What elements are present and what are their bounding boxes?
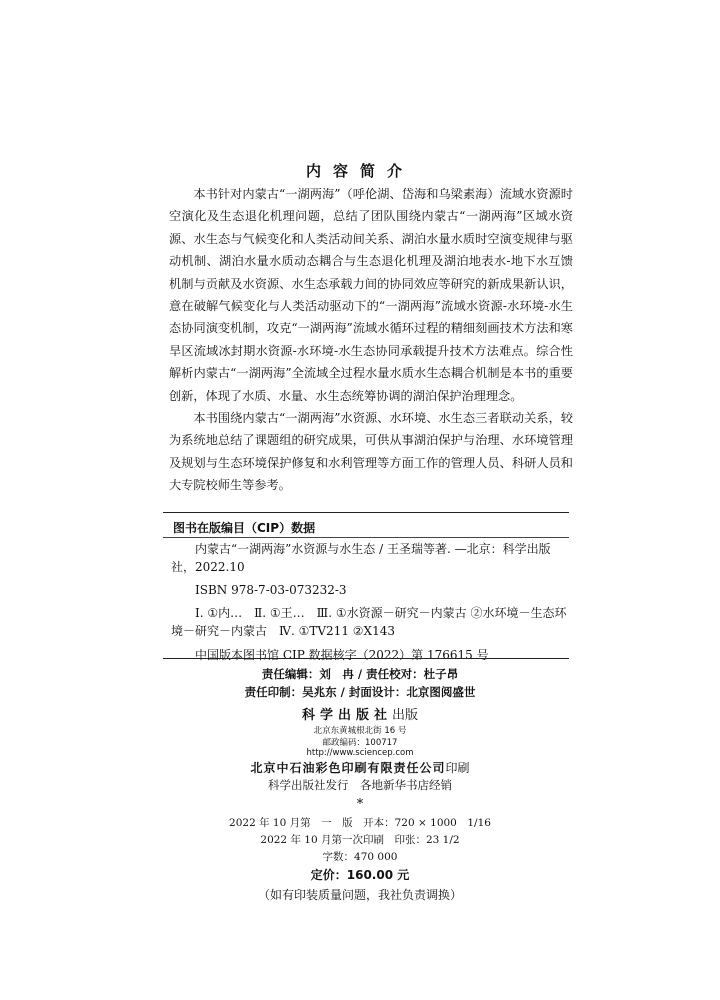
publisher-line — [0, 704, 720, 723]
editors-credit: 责任编辑：刘 冉 / 责任校对：杜子昂 — [261, 667, 459, 681]
cip-classification: Ⅰ. ①内… Ⅱ. ①王… Ⅲ. ①水资源－研究－内蒙古 ②水环境－生态环境－研究－内蒙古 Ⅳ. ①TV211 ②X143 — [171, 606, 567, 638]
publisher-address: 北京东黄城根北街 16 号 — [313, 726, 407, 736]
cip-bottom-rule — [163, 658, 569, 659]
cip-heading: 图书在版编目（CIP）数据 — [173, 521, 316, 535]
cip-top-rule — [163, 512, 569, 513]
cip-library-number: 中国版本图书馆 CIP 数据核字（2022）第 176615 号 — [195, 648, 489, 662]
publisher-postcode: 邮政编码：100717 — [322, 738, 398, 748]
printer-suffix: 印刷 — [445, 761, 470, 775]
abstract-paragraph-1: 本书针对内蒙古“一湖两海”（呼伦湖、岱海和乌梁素海）流域水资源时空演化及生态退化机理问题，总结了团队围绕内蒙古“一湖两海”区域水资源、水生态与气候变化和人类活动间关系、湖泊水量水质时空演变规律与驱动机制、湖泊水量水质动态耦合与生态退化机理及湖泊地表水-地下水互馈机制与贡献及水资源、水生态承载力间的协同效应等研究的新成果新认识，意在破解气候变化与人类活动驱动下的“一湖两海”流域水资源-水环境-水生态协同演变机制，攻克“一湖两海”流域水循环过程的精细刻画技术方法和寒旱区流域冰封期水资源-水环境-水生态协同承载提升技术方法难点。综合性解析内蒙古“一湖两海”全流域全过程水量水质水生态耦合机制是本书的重要创新，体现了水质、水量、水生态统筹协调的湖泊保护治理理念。 — [169, 187, 573, 403]
distribution-line: 科学出版社发行 各地新华书店经销 — [268, 778, 452, 792]
printing-design-credit: 责任印制：吴兆东 / 封面设计：北京图阅盛世 — [244, 685, 476, 699]
word-count: 字数：470 000 — [322, 851, 398, 863]
cip-entry: 内蒙古“一湖两海”水资源与水生态 / 王圣瑞等著. —北京：科学出版社，2022.10 — [171, 542, 551, 574]
cip-block — [171, 540, 569, 669]
edition-line: 2022 年 10 月第 一 版 开本：720 × 1000 1/16 — [229, 817, 491, 829]
abstract-paragraph-2: 本书围绕内蒙古“一湖两海”水资源、水环境、水生态三者联动关系，较为系统地总结了课题组的研究成果，可供从事湖泊保护与治理、水环境管理及规划与生态环境保护修复和水利管理等方面工作的管理人员、科研人员和大专院校师生等参考。 — [169, 411, 573, 493]
publisher-website: http://www.sciencep.com — [306, 748, 414, 758]
printer-line — [0, 759, 720, 776]
cip-isbn: ISBN 978-7-03-073232-3 — [195, 583, 347, 597]
cip-heading-rule — [163, 537, 569, 538]
abstract — [169, 183, 573, 497]
publisher-suffix: 出版 — [392, 708, 419, 723]
separator-star: * — [356, 797, 364, 812]
page-title: 内容简介 — [305, 162, 414, 180]
quality-notice: （如有印装质量问题，我社负责调换） — [257, 888, 462, 902]
price: 定价：160.00 元 — [310, 868, 410, 882]
publisher-logo-text: 科学出版社 — [301, 708, 392, 723]
printer-name: 北京中石油彩色印刷有限责任公司 — [250, 761, 446, 775]
printing-line: 2022 年 10 月第一次印刷 印张：23 1/2 — [260, 834, 460, 846]
